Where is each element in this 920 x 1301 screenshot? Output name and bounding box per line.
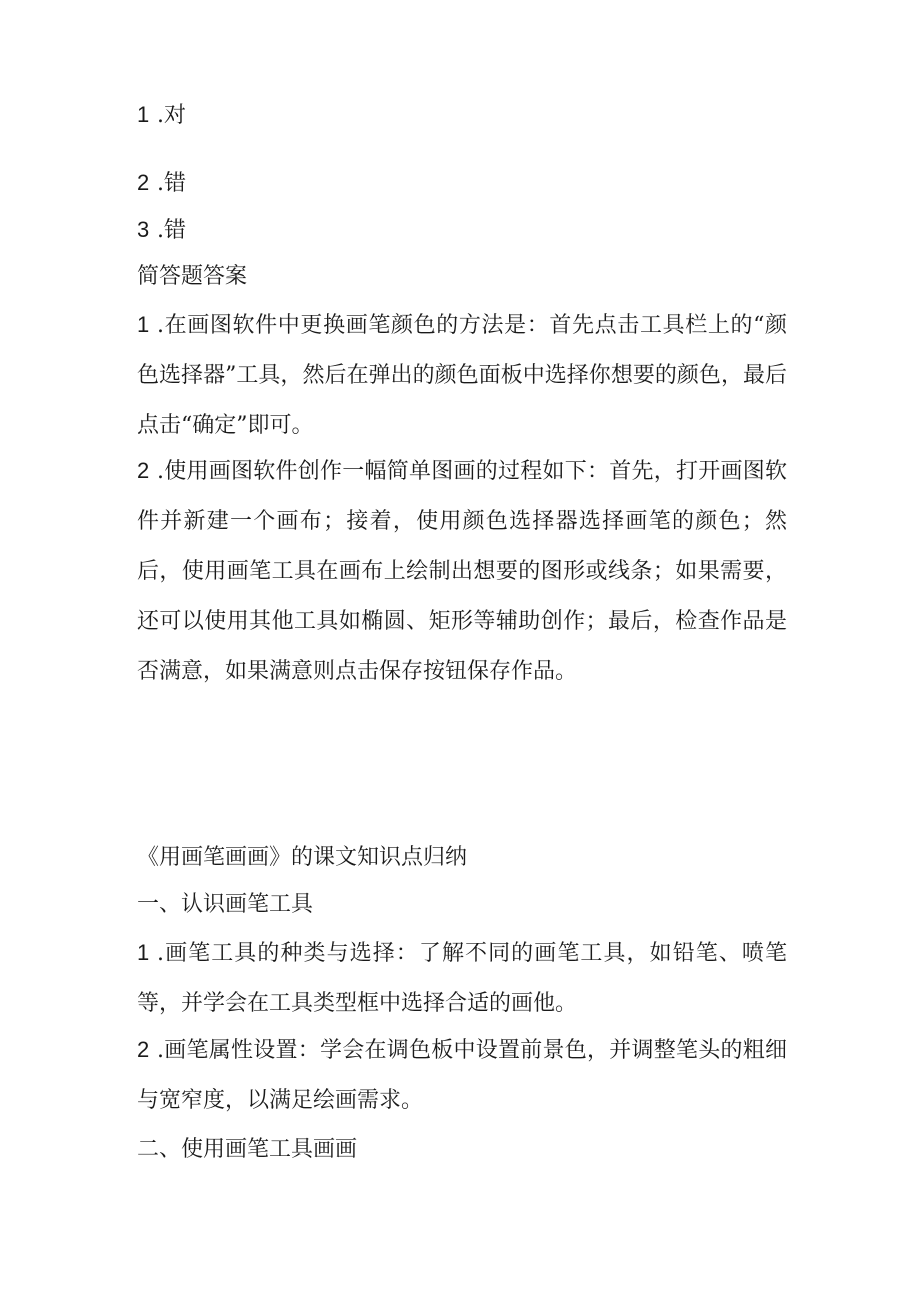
item-number: 1 (137, 940, 150, 965)
short-answer-heading: 简答题答案 (137, 264, 248, 289)
section2-heading: 二、使用画笔工具画画 (137, 1137, 358, 1162)
judge-answer-3 (137, 218, 797, 243)
item-number: 2 (137, 1037, 150, 1062)
item-number: 3 (137, 217, 150, 242)
judge-answer-1 (137, 103, 797, 128)
item-number: 1 (137, 102, 150, 127)
item-number: 2 (137, 170, 150, 195)
item-text: .错 (157, 171, 186, 196)
short-answer-2 (137, 446, 787, 697)
item-number: 2 (137, 458, 150, 483)
item-text: .使用画图软件创作一幅简单图画的过程如下：首先，打开画图软件并新建一个画布；接着，使用颜色选择器选择画笔的颜色；然后，使用画笔工具在画布上绘制出想要的图形或线条；如果需要，还可以使用其他工具如椭圆、矩形等辅助创作；最后，检查作品是否满意，如果满意则点击保存按钮保存作品。 (137, 459, 787, 684)
item-text: .画笔属性设置：学会在调色板中设置前景色，并调整笔头的粗细与宽窄度，以满足绘画需求。 (137, 1038, 787, 1113)
summary-title: 《用画笔画画》的课文知识点归纳 (137, 845, 468, 870)
item-text: .错 (157, 218, 186, 243)
item-number: 1 (137, 312, 150, 337)
item-text: .对 (157, 103, 186, 128)
section1-item-2 (137, 1025, 787, 1126)
section1-item-1 (137, 928, 787, 1029)
short-answer-1 (137, 300, 787, 451)
section1-heading: 一、认识画笔工具 (137, 892, 314, 917)
item-text: .在画图软件中更换画笔颜色的方法是：首先点击工具栏上的“颜色选择器”工具，然后在弹出的颜色面板中选择你想要的颜色，最后点击“确定”即可。 (137, 313, 787, 438)
item-text: .画笔工具的种类与选择：了解不同的画笔工具，如铅笔、喷笔等，并学会在工具类型框中选择合适的画他。 (137, 941, 787, 1016)
judge-answer-2 (137, 171, 797, 196)
